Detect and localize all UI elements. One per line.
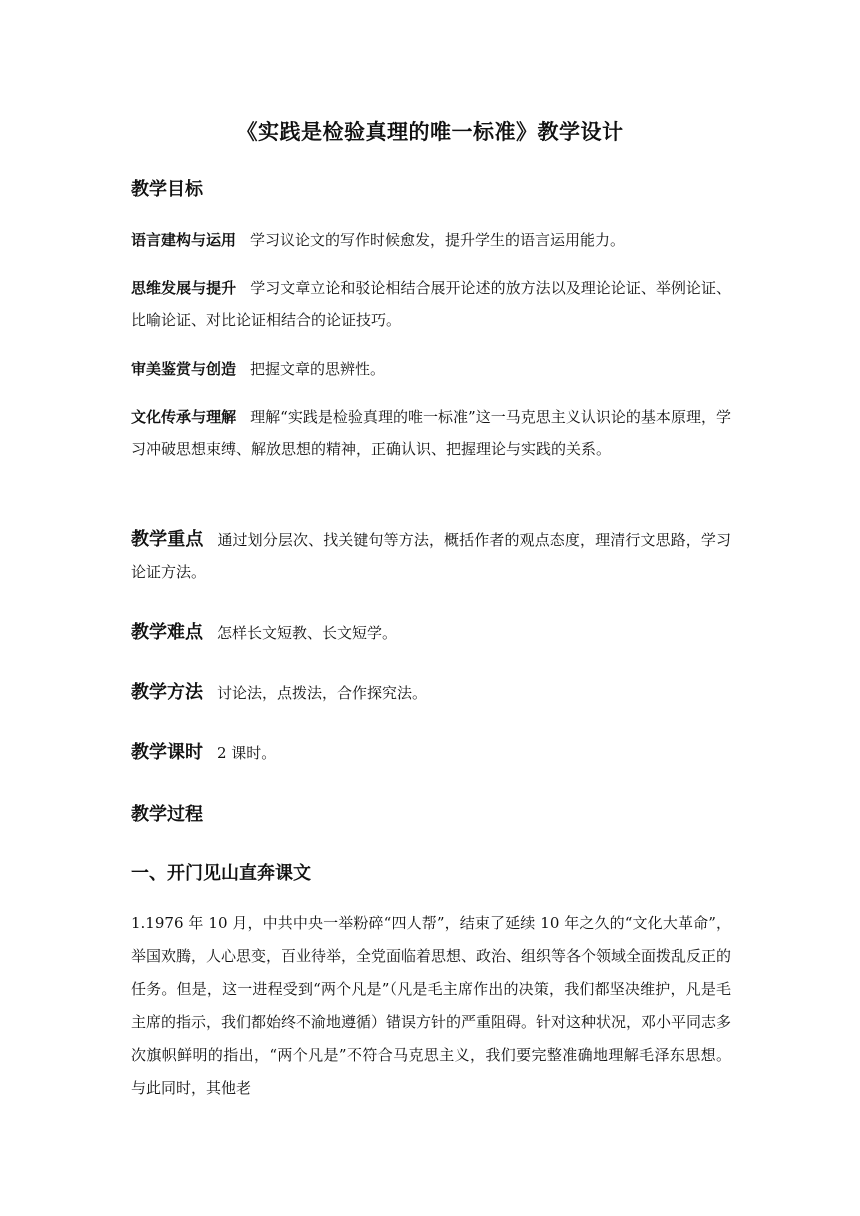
objective-label: 文化传承与理解 [131,408,237,426]
section1-paragraph: 1.1976 年 10 月，中共中央一举粉碎“四人帮”，结束了延续 10 年之久的“文化大革命”，举国欢腾，人心思变，百业待举，全党面临着思想、政治、组织等各个领域全面拨乱反正的任务。但是，这一进程受到“两个凡是”（凡是毛主席作出的决策，我们都坚决维护，凡是毛主席的指示，我们都始终不渝地遵循）错误方针的严重阻碍。针对这种状况，邓小平同志多次旗帜鲜明的指出，“两个凡是”不符合马克思主义，我们要完整准确地理解毛泽东思想。与此同时，其他老 [131,914,732,1097]
hours [131,737,731,769]
section1-heading: 一、开门见山直奔课文 [131,863,311,884]
difficulties-text: 怎样长文短教、长文短学。 [217,624,398,642]
process-heading: 教学过程 [131,804,203,825]
objective-label: 审美鉴赏与创造 [131,360,237,378]
methods-label: 教学方法 [131,682,203,703]
difficulties [131,617,731,649]
objective-text: 学习议论文的写作时候愈发，提升学生的语言运用能力。 [250,231,626,249]
objective-language [131,224,731,256]
objective-label: 语言建构与运用 [131,231,237,249]
methods [131,677,731,709]
difficulties-label: 教学难点 [131,622,203,643]
key-points-label: 教学重点 [131,529,204,550]
objective-thinking [131,272,731,336]
objectives-heading: 教学目标 [131,179,203,200]
document-title: 《实践是检验真理的唯一标准》教学设计 [236,119,624,144]
objective-aesthetic [131,353,731,385]
hours-label: 教学课时 [131,742,203,763]
objective-text: 理解“实践是检验真理的唯一标准”这一马克思主义认识论的基本原理，学习冲破思想束缚、解放思想的精神，正确认识、把握理论与实践的关系。 [131,408,731,458]
objective-text: 学习文章立论和驳论相结合展开论述的放方法以及理论论证、举例论证、比喻论证、对比论证相结合的论证技巧。 [131,279,731,329]
hours-text: 2 课时。 [217,744,277,762]
key-points-text: 通过划分层次、找关键句等方法，概括作者的观点态度，理清行文思路，学习论证方法。 [131,531,731,581]
key-points [131,524,731,588]
objective-culture [131,401,731,465]
methods-text: 讨论法，点拨法，合作探究法。 [217,684,428,702]
objective-label: 思维发展与提升 [131,279,237,297]
objective-text: 把握文章的思辨性。 [250,360,386,378]
